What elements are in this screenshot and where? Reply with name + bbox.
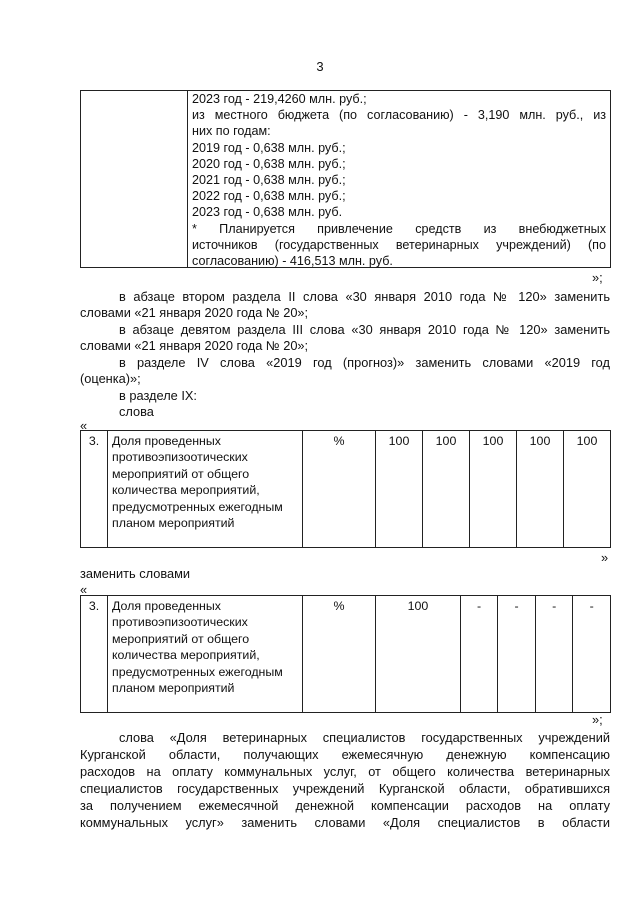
funding-line: 2022 год - 0,638 млн. руб.; xyxy=(192,189,346,204)
funding-line: 2021 год - 0,638 млн. руб.; xyxy=(192,173,346,188)
value-cell: 100 xyxy=(376,596,461,713)
value-cell: 100 xyxy=(517,431,564,548)
funding-footnote-line: * Планируется привлечение средств из внебюджетных xyxy=(192,221,606,236)
value-cell: - xyxy=(460,596,498,713)
paragraph-line: слова xyxy=(119,404,154,419)
value-cell: 100 xyxy=(564,431,611,548)
table-row xyxy=(81,596,611,713)
funding-line: 2023 год - 219,4260 млн. руб.; xyxy=(192,92,367,106)
row-number: 3. xyxy=(81,596,108,713)
paragraph-line: слова «Доля ветеринарных специалистов государственных учреждений xyxy=(119,730,610,745)
opening-quote: « xyxy=(80,582,88,597)
closing-quote: »; xyxy=(592,712,603,727)
paragraph-line: (оценка)»; xyxy=(80,371,141,386)
funding-line: 2019 год - 0,638 млн. руб.; xyxy=(192,140,346,155)
funding-text xyxy=(192,91,606,269)
paragraph-line: в разделе IV слова «2019 год (прогноз)» заменить словами «2019 год xyxy=(119,355,610,370)
paragraph-line: специалистов государственных учреждений Курганской области, обратившихся xyxy=(80,781,610,796)
indicator-table-new xyxy=(80,595,611,713)
indicator-name: Доля проведенных противоэпизоотических мероприятий от общего количества мероприятий, предусмотренных ежегодным планом мероприятий xyxy=(108,596,303,713)
closing-quote: » xyxy=(601,550,609,565)
value-cell: 100 xyxy=(470,431,517,548)
unit-cell: % xyxy=(303,596,376,713)
value-cell: - xyxy=(498,596,536,713)
paragraph-line: коммунальных услуг» заменить словами «Доля специалистов в области xyxy=(80,815,610,830)
unit-cell: % xyxy=(303,431,376,548)
value-cell: 100 xyxy=(423,431,470,548)
funding-line: 2023 год - 0,638 млн. руб. xyxy=(192,205,343,220)
funding-footnote-line: источников (государственных ветеринарных учреждений) (по xyxy=(192,237,606,252)
funding-footnote-line: согласованию) - 416,513 млн. руб. xyxy=(192,254,393,269)
replace-label: заменить словами xyxy=(80,566,191,581)
paragraph-line: Курганской области, получающих ежемесячную денежную компенсацию xyxy=(80,747,610,762)
paragraph-line: в разделе IX: xyxy=(119,388,197,403)
indicator-name: Доля проведенных противоэпизоотических мероприятий от общего количества мероприятий, предусмотренных ежегодным планом мероприятий xyxy=(108,431,303,548)
funding-line: них по годам: xyxy=(192,124,271,139)
closing-quote: »; xyxy=(592,270,603,285)
row-number: 3. xyxy=(81,431,108,548)
indicator-table-old xyxy=(80,430,611,548)
paragraph-line: за получением ежемесячной денежной компенсации расходов на оплату xyxy=(80,798,610,813)
opening-quote: « xyxy=(80,418,88,433)
value-cell: - xyxy=(535,596,573,713)
paragraph-line: в абзаце втором раздела II слова «30 января 2010 года № 120» заменить xyxy=(119,289,610,304)
paragraph-line: словами «21 января 2020 года № 20»; xyxy=(80,338,309,353)
funding-table-fragment xyxy=(80,90,611,268)
funding-line: из местного бюджета (по согласованию) - 3,190 млн. руб., из xyxy=(192,108,606,123)
page-number: 3 xyxy=(316,59,324,74)
paragraph-line: словами «21 января 2020 года № 20»; xyxy=(80,305,309,320)
paragraph-line: в абзаце девятом раздела III слова «30 января 2010 года № 120» заменить xyxy=(119,322,610,337)
paragraph-line: расходов на оплату коммунальных услуг, от общего количества ветеринарных xyxy=(80,764,610,779)
table-column-divider xyxy=(187,91,188,267)
table-row xyxy=(81,431,611,548)
funding-line: 2020 год - 0,638 млн. руб.; xyxy=(192,156,346,171)
value-cell: - xyxy=(573,596,611,713)
value-cell: 100 xyxy=(376,431,423,548)
